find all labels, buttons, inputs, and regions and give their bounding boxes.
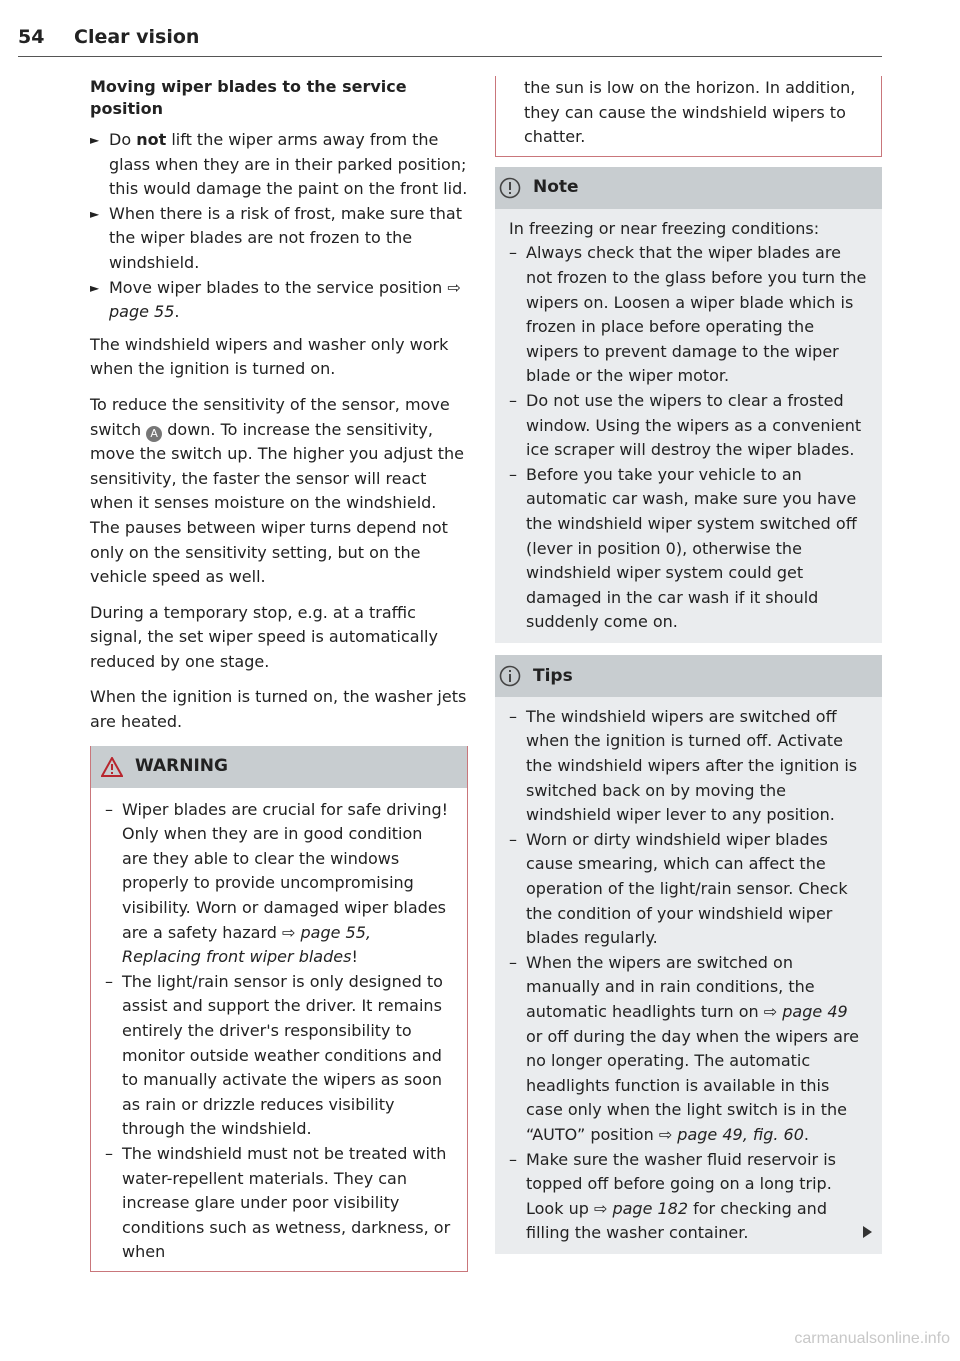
page-reference-link[interactable]: ⇨ page 55 xyxy=(109,277,461,322)
paragraph-ignition: The windshield wipers and washer only work when the ignition is turned on. xyxy=(90,334,449,379)
bullet-item: ► Do not lift the wiper arms away from the glass when they are in their parked position; this would damage the paint on the front lid. xyxy=(90,130,468,199)
paragraph-temporary-stop: During a temporary stop, e.g. at a traffic signal, the set wiper speed is automatically reduced by one stage. xyxy=(90,602,438,671)
paragraph-sensitivity: To reduce the sensitivity of the sensor, move switch A down. To increase the sensitivity, move the switch up. The higher you adjust the sensitivity, the faster the sensor will react when it senses moisture on the windshield. The pauses between wiper turns depend not only on the sensitivity setting, but on the vehicle speed as well. xyxy=(90,394,464,587)
warning-item: – Wiper blades are crucial for safe driving! Only when they are in good condition are they able to clear the windows properly to provide uncompromising visibility. Worn or damaged wiper blades are a safety hazard ⇨ page 55, Replacing front wiper blades! xyxy=(105,799,449,967)
tip-item: – Worn or dirty windshield wiper blades cause smearing, which can affect the operation of the light/rain sensor. Check the condition of your windshield wiper blades regularly. xyxy=(509,829,848,948)
note-item: – Do not use the wipers to clear a frosted window. Using the wipers as a convenient ice scraper will destroy the wiper blades. xyxy=(509,390,862,460)
info-icon xyxy=(499,665,521,687)
switch-marker-icon: A xyxy=(146,426,162,442)
triangle-bullet-icon: ► xyxy=(90,133,100,147)
page-reference-link[interactable]: ⇨ page 49 xyxy=(763,1002,848,1021)
right-column xyxy=(509,76,882,1254)
tip-item: – The windshield wipers are switched off when the ignition is turned off. Activate the windshield wipers after the ignition is switched back on by moving the windshield wiper lever to any position. xyxy=(509,706,858,825)
note-header xyxy=(495,167,882,209)
service-position-heading: Moving wiper blades to the service position xyxy=(90,77,407,118)
note-box xyxy=(495,167,882,643)
warning-box xyxy=(90,746,468,1272)
note-body xyxy=(495,209,882,643)
page-reference-link[interactable]: ⇨ page 182 xyxy=(593,1198,689,1218)
warning-header xyxy=(91,746,467,788)
left-column xyxy=(90,76,468,1272)
service-position-bullets xyxy=(90,128,468,325)
watermark: carmanualsonline.info xyxy=(794,1330,950,1347)
note-exclamation-icon xyxy=(499,177,521,199)
warning-continuation: the sun is low on the horizon. In addition, they can cause the windshield wipers to chatter. xyxy=(495,76,882,157)
tip-item: – Make sure the washer fluid reservoir is topped off before going on a long trip. Look up ⇨ page 182 for checking and filling the washer container. xyxy=(509,1149,836,1243)
bullet-item: ► Move wiper blades to the service position ⇨ page 55. xyxy=(90,277,461,322)
warning-title: WARNING xyxy=(135,756,228,777)
tip-item: – When the wipers are switched on manually and in rain conditions, the automatic headlights turn on ⇨ page 49 or off during the day when the wipers are no longer operating. The automatic headlights function is available in this case only when the light switch is in the “AUTO” position ⇨ page 49, fig. 60. xyxy=(509,952,859,1144)
page-reference-link[interactable]: ⇨ page 55, Replacing front wiper blades xyxy=(122,922,371,967)
tips-box xyxy=(495,655,882,1254)
triangle-bullet-icon: ► xyxy=(90,280,100,295)
warning-item: – The windshield must not be treated with water-repellent materials. They can increase glare under poor visibility conditions such as wetness, darkness, or when xyxy=(105,1143,451,1262)
tips-title: Tips xyxy=(533,665,573,686)
note-title: Note xyxy=(533,177,579,198)
paragraph-washer-jets: When the ignition is turned on, the washer jets are heated. xyxy=(90,687,467,732)
warning-item: – The light/rain sensor is only designed to assist and support the driver. It remains entirely the driver's responsibility to monitor outside weather conditions and to manually activate the wipers as soon as rain or drizzle reduces visibility through the windshield. xyxy=(105,971,443,1139)
note-item: – Always check that the wiper blades are not frozen to the glass before you turn the wipers on. Loosen a wiper blade which is frozen in place before operating the wipers to prevent damage to the wiper blade or the wiper motor. xyxy=(509,243,867,386)
section-title: Clear vision xyxy=(74,26,200,48)
note-intro: In freezing or near freezing conditions: xyxy=(509,218,820,238)
page-number: 54 xyxy=(18,26,45,48)
page-header xyxy=(18,22,882,57)
tips-header xyxy=(495,655,882,697)
note-item: – Before you take your vehicle to an automatic car wash, make sure you have the windshield wiper system switched off (lever in position 0), otherwise the windshield wiper system could get damaged in the car wash if it should suddenly come on. xyxy=(509,464,857,632)
bullet-item: ► When there is a risk of frost, make sure that the wiper blades are not frozen to the windshield. xyxy=(90,203,462,272)
warning-body xyxy=(91,788,467,1271)
warning-triangle-icon xyxy=(101,757,123,777)
triangle-bullet-icon: ► xyxy=(90,206,100,221)
page-reference-link[interactable]: ⇨ page 49, fig. 60 xyxy=(658,1124,804,1144)
tips-body xyxy=(495,697,882,1254)
continue-arrow-icon xyxy=(863,1226,872,1238)
